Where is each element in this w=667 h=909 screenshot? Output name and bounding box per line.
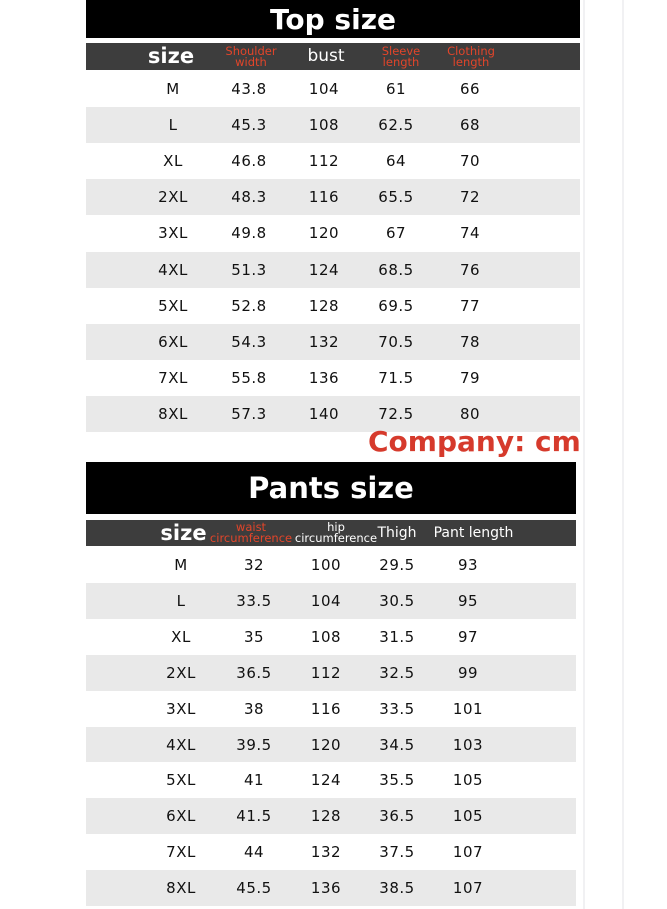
table-cell: 140 (308, 404, 340, 423)
table-cell: 74 (459, 224, 481, 243)
divider (583, 0, 585, 909)
table-cell: 4XL (158, 260, 188, 279)
table-cell: 67 (385, 224, 407, 243)
table-cell: 61 (385, 80, 407, 98)
table-cell: 41.5 (236, 807, 272, 826)
top-size-row (86, 360, 580, 396)
unit-note: Company: cm (368, 425, 581, 458)
table-cell: 29.5 (379, 556, 415, 574)
table-cell: 41 (243, 771, 265, 790)
table-cell: 3XL (158, 224, 188, 243)
column-header-size: size (147, 44, 195, 68)
table-cell: 54.3 (231, 332, 267, 351)
table-cell: 68.5 (378, 260, 414, 279)
table-cell: 104 (310, 591, 342, 610)
table-cell: 3XL (166, 699, 196, 718)
table-cell: 69.5 (378, 296, 414, 315)
table-cell: 34.5 (379, 735, 415, 754)
table-cell: 65.5 (378, 188, 414, 207)
table-cell: 101 (452, 699, 484, 718)
table-cell: 76 (459, 260, 481, 279)
table-cell: 70.5 (378, 332, 414, 351)
pants-size-row (86, 655, 576, 691)
table-cell: 105 (452, 807, 484, 826)
table-cell: 112 (308, 152, 340, 171)
table-cell: 7XL (166, 843, 196, 862)
table-cell: 108 (308, 116, 340, 135)
column-header-clothing-length: Clothing length (447, 43, 495, 69)
table-cell: 43.8 (231, 80, 267, 98)
table-cell: 57.3 (231, 404, 267, 423)
table-cell: 36.5 (379, 807, 415, 826)
table-cell: 33.5 (236, 591, 272, 610)
table-cell: 30.5 (379, 591, 415, 610)
table-cell: XL (171, 627, 191, 646)
top-size-row (86, 252, 580, 288)
table-cell: 72 (459, 188, 481, 207)
top-size-row (86, 179, 580, 215)
table-cell: 128 (308, 296, 340, 315)
divider (622, 0, 624, 909)
pants-size-row (86, 727, 576, 763)
table-cell: 8XL (166, 879, 196, 898)
table-cell: 136 (310, 879, 342, 898)
table-cell: 45.5 (236, 879, 272, 898)
table-cell: 78 (459, 332, 481, 351)
table-cell: 120 (308, 224, 340, 243)
table-cell: 120 (310, 735, 342, 754)
top-size-header-row (86, 43, 580, 70)
table-cell: 103 (452, 735, 484, 754)
table-cell: 116 (310, 699, 342, 718)
table-cell: 99 (457, 663, 479, 682)
table-cell: 38 (243, 699, 265, 718)
table-cell: 77 (459, 296, 481, 315)
column-header-hip-circumference: hip circumference (294, 520, 378, 545)
table-cell: 124 (310, 771, 342, 790)
top-size-row (86, 143, 580, 179)
top-size-row (86, 107, 580, 143)
table-cell: 107 (452, 843, 484, 862)
table-cell: 116 (308, 188, 340, 207)
table-cell: 32.5 (379, 663, 415, 682)
column-header-waist-circumference: waist circumference (209, 520, 293, 545)
table-cell: 132 (308, 332, 340, 351)
table-cell: 62.5 (378, 116, 414, 135)
table-cell: 45.3 (231, 116, 267, 135)
table-cell: 2XL (158, 188, 188, 207)
table-cell: 49.8 (231, 224, 267, 243)
table-cell: 31.5 (379, 627, 415, 646)
table-cell: 124 (308, 260, 340, 279)
top-size-row (86, 324, 580, 360)
table-cell: 66 (459, 80, 481, 98)
column-header-shoulder-width: Shoulder width (225, 43, 277, 69)
pants-size-row (86, 834, 576, 870)
table-cell: 93 (457, 556, 479, 574)
pants-size-header-row (86, 520, 576, 546)
table-cell: 5XL (166, 771, 196, 790)
table-cell: 136 (308, 368, 340, 387)
table-cell: 37.5 (379, 843, 415, 862)
table-cell: 52.8 (231, 296, 267, 315)
column-header-bust: bust (307, 46, 345, 66)
table-cell: 64 (385, 152, 407, 171)
table-cell: 6XL (158, 332, 188, 351)
table-cell: 104 (308, 80, 340, 98)
table-cell: 48.3 (231, 188, 267, 207)
table-cell: L (168, 116, 178, 135)
table-cell: XL (163, 152, 183, 171)
table-cell: 107 (452, 879, 484, 898)
table-cell: 70 (459, 152, 481, 171)
pants-size-row (86, 583, 576, 619)
table-cell: L (176, 591, 186, 610)
pants-size-row (86, 870, 576, 906)
table-cell: 55.8 (231, 368, 267, 387)
pants-size-row (86, 547, 576, 583)
table-cell: 112 (310, 663, 342, 682)
table-cell: 128 (310, 807, 342, 826)
table-cell: 39.5 (236, 735, 272, 754)
table-cell: 6XL (166, 807, 196, 826)
table-cell: 44 (243, 843, 265, 862)
top-size-row (86, 71, 580, 107)
column-header-sleeve-length: Sleeve length (381, 43, 421, 69)
table-cell: 35 (243, 627, 265, 646)
column-header-thigh: Thigh (377, 524, 417, 541)
table-cell: 4XL (166, 735, 196, 754)
table-cell: 32 (243, 556, 265, 574)
pants-size-row (86, 762, 576, 798)
pants-size-title: Pants size (86, 462, 576, 514)
pants-size-row (86, 798, 576, 834)
table-cell: 35.5 (379, 771, 415, 790)
table-cell: 68 (459, 116, 481, 135)
column-header-pant-length: Pant length (433, 524, 514, 541)
table-cell: 51.3 (231, 260, 267, 279)
top-size-row (86, 215, 580, 251)
table-cell: 100 (310, 556, 342, 574)
table-cell: 95 (457, 591, 479, 610)
column-header-size: size (160, 520, 207, 545)
table-cell: M (174, 556, 188, 574)
pants-size-row (86, 691, 576, 727)
table-cell: 5XL (158, 296, 188, 315)
table-cell: 71.5 (378, 368, 414, 387)
top-size-title: Top size (86, 0, 580, 38)
table-cell: 105 (452, 771, 484, 790)
table-cell: 72.5 (378, 404, 414, 423)
table-cell: 36.5 (236, 663, 272, 682)
table-cell: 38.5 (379, 879, 415, 898)
table-cell: 97 (457, 627, 479, 646)
table-cell: 2XL (166, 663, 196, 682)
top-size-row (86, 288, 580, 324)
table-cell: 46.8 (231, 152, 267, 171)
table-cell: 8XL (158, 404, 188, 423)
pants-size-row (86, 619, 576, 655)
table-cell: 7XL (158, 368, 188, 387)
table-cell: M (166, 80, 180, 98)
table-cell: 108 (310, 627, 342, 646)
table-cell: 132 (310, 843, 342, 862)
table-cell: 79 (459, 368, 481, 387)
table-cell: 33.5 (379, 699, 415, 718)
table-cell: 80 (459, 404, 481, 423)
